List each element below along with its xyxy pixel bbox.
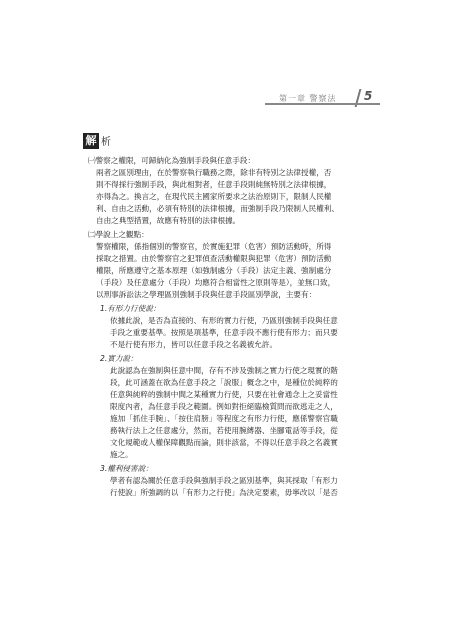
body-line: 不是行使有形力，皆可以任意手段之名義被允許。 <box>110 340 278 349</box>
body-line: 兩者之區別理由，在於警察執行職務之際，除非有特別之法律授權，否 <box>96 168 332 177</box>
body-line: 限度內者，為任意手段之範圍。例如對拒絕臨檢質問而欲逃走之人， <box>110 402 338 411</box>
body-line: 行使說」所強調的以「有形力之行使」為決定要素，毋寧改以「是否 <box>110 488 338 497</box>
analysis-label: 析 <box>101 137 111 148</box>
body-line: 亦得為之。換言之，在現代民主國家所要求之法治原則下，限制人民權 <box>96 192 332 201</box>
body-line: 文化規範或人權保障觀點而論，則非該當，不得以任意手段之名義實 <box>110 438 338 447</box>
header-rule <box>265 103 380 105</box>
body-line: （手段）及任意處分（手段）均應符合相當性之原則等是），並無口致， <box>96 278 336 287</box>
page-number: 5 <box>364 89 373 103</box>
body-line: 警察權限，係指個別的警察官，於實施犯罪（危害）預防活動時，所得 <box>96 242 332 251</box>
body-line: 自由之典型措置，故應有特別的法律根據。 <box>96 216 241 225</box>
body-line: 施加「抓住手腕」、「按住肩膀」等程度之有形力行使，應係警察官職 <box>110 414 338 423</box>
section-heading: ㈡學說上之觀點： <box>88 230 149 239</box>
body-line: 學者有認為關於任意手段與強制手段之區別基準，與其採取「有形力 <box>110 476 338 485</box>
subheading: 1.有形力行使說： <box>100 304 161 313</box>
section-heading: ㈠警察之權限，可歸納化為強制手段與任意手段： <box>88 156 256 165</box>
body-line: 依據此說，是否為直接的、有形的實力行使，乃區別強制手段與任意 <box>110 316 338 325</box>
body-line: 權限，所應遵守之基本原理（如強制處分（手段）法定主義、強制處分 <box>96 266 332 275</box>
body-line: 務執行法上之任意處分，然而，若使用腕縛器、坐腳電話等手段，從 <box>110 426 338 435</box>
body-line: 段，此可涵蓋在欲為任意手段之「說服」概念之中，是種位於純粹的 <box>110 378 338 387</box>
body-line: 則不得採行強制手段，與此相對者，任意手段則純無特別之法律根據， <box>96 180 332 189</box>
analysis-badge: 解 <box>83 133 99 149</box>
body-line: 利、自由之活動，必須有特別的法律根據，而強制手段乃限制人民權利、 <box>96 204 339 213</box>
subheading: 3.權利侵害說： <box>100 464 153 473</box>
subheading: 2.實力說： <box>100 354 138 363</box>
running-header <box>265 91 380 107</box>
body-line: 手段之重要基準。按照是項基準，任意手段不應行使有形力；而只要 <box>110 328 338 337</box>
body-line: 施之。 <box>110 450 133 459</box>
body-line: 以刑事訴訟法之學理區別強制手段與任意手段區別學說，主要有： <box>96 290 317 299</box>
chapter-title: 第一章 警察法 <box>279 94 337 103</box>
body-line: 此說認為在強制與任意中間，存有不涉及強制之實力行使之現實的階 <box>110 366 338 375</box>
analysis-heading <box>83 130 111 148</box>
body-line: 任意與純粹的強制中間之某種實力行使，只要在社會通念上之妥當性 <box>110 390 338 399</box>
body-line: 採取之措置。由於警察官之犯罪偵查活動權限與犯罪（危害）預防活動 <box>96 254 332 263</box>
